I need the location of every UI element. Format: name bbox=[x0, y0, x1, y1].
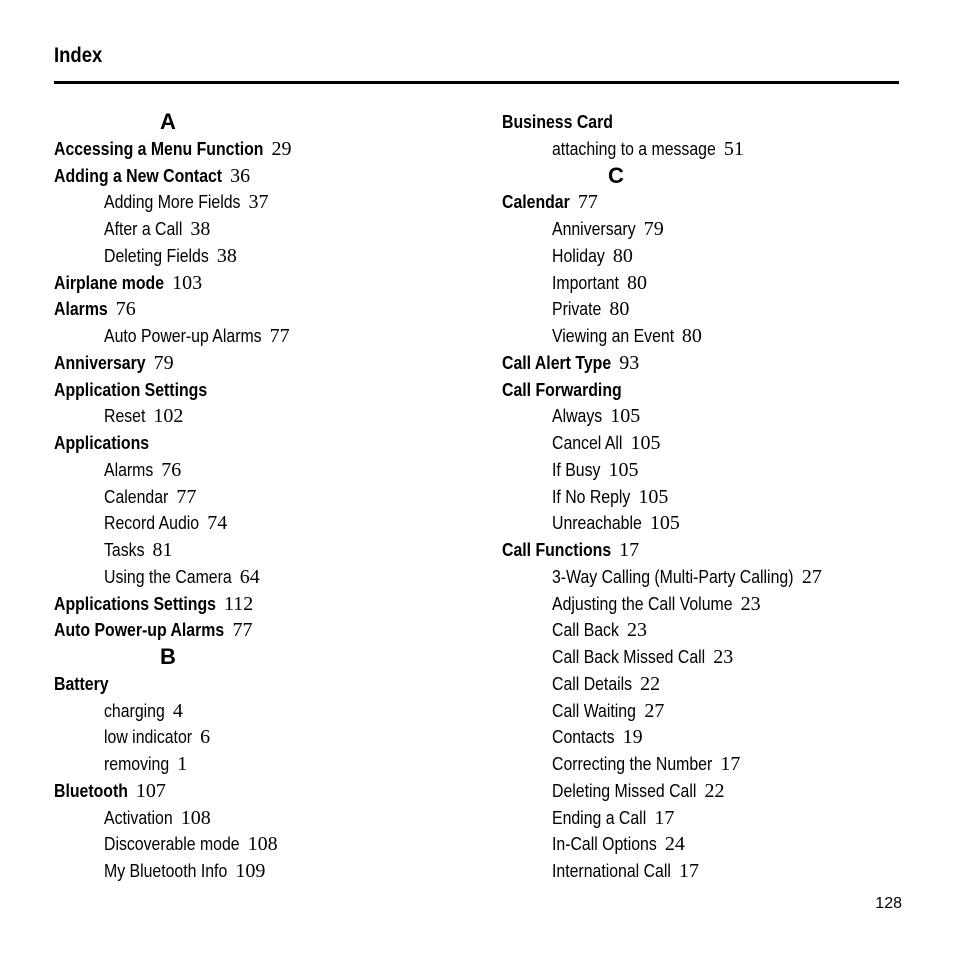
entry-page-number: 80 bbox=[612, 244, 633, 267]
entry-page-number: 105 bbox=[610, 405, 641, 428]
entry-term: Airplane mode bbox=[54, 272, 165, 293]
index-subentry bbox=[502, 296, 922, 323]
entry-term: After a Call bbox=[104, 219, 183, 239]
entry-page-number: 109 bbox=[235, 860, 266, 882]
entry-term: Contacts bbox=[552, 727, 615, 748]
entry-page-number: 105 bbox=[638, 485, 669, 508]
index-subentry bbox=[502, 510, 922, 537]
index-entry bbox=[502, 350, 922, 377]
entry-term: Private bbox=[552, 299, 602, 320]
entry-term: Auto Power-up Alarms bbox=[104, 326, 262, 346]
index-subentry bbox=[502, 136, 922, 163]
index-subentry bbox=[502, 644, 922, 671]
entry-term: Correcting the Number bbox=[552, 754, 713, 774]
entry-page-number: 23 bbox=[626, 619, 647, 642]
entry-page-number: 37 bbox=[248, 191, 269, 214]
entry-page-number: 108 bbox=[247, 833, 278, 856]
entry-term: 3-Way Calling (Multi-Party Calling) bbox=[552, 566, 794, 587]
entry-term: Call Forwarding bbox=[502, 379, 622, 400]
entry-term: Call Functions bbox=[502, 540, 612, 560]
index-entry bbox=[54, 270, 474, 297]
entry-term: Deleting Missed Call bbox=[552, 780, 697, 801]
index-subentry bbox=[54, 564, 474, 591]
index-subentry bbox=[502, 831, 922, 858]
index-subentry bbox=[54, 698, 474, 725]
entry-term: Anniversary bbox=[54, 352, 146, 373]
page-number: 128 bbox=[875, 895, 902, 912]
index-subentry bbox=[54, 510, 474, 537]
index-subentry bbox=[54, 216, 474, 243]
entry-page-number: 19 bbox=[622, 726, 643, 749]
entry-term: Calendar bbox=[104, 486, 169, 507]
entry-term: Activation bbox=[104, 807, 173, 828]
entry-term: Bluetooth bbox=[54, 780, 128, 801]
index-subentry bbox=[502, 671, 922, 698]
entry-term: If No Reply bbox=[552, 486, 631, 507]
index-entry bbox=[54, 136, 474, 163]
index-subentry bbox=[502, 270, 922, 297]
index-entry bbox=[54, 296, 474, 323]
entry-page-number: 17 bbox=[720, 753, 741, 775]
index-section-letter: C bbox=[608, 162, 624, 188]
entry-term: Important bbox=[552, 272, 619, 293]
index-subentry bbox=[502, 751, 922, 778]
entry-page-number: 38 bbox=[216, 244, 237, 267]
entry-term: Call Back bbox=[552, 620, 619, 641]
entry-term: Alarms bbox=[104, 459, 154, 480]
index-section-letter: B bbox=[160, 644, 176, 669]
entry-term: Adjusting the Call Volume bbox=[552, 593, 733, 614]
entry-term: If Busy bbox=[552, 459, 601, 480]
entry-page-number: 105 bbox=[630, 432, 661, 454]
index-subentry bbox=[54, 189, 474, 216]
entry-term: Tasks bbox=[104, 540, 145, 560]
index-subentry bbox=[502, 564, 922, 591]
entry-term: Unreachable bbox=[552, 513, 642, 534]
index-entry bbox=[502, 109, 922, 136]
entry-page-number: 29 bbox=[271, 137, 292, 160]
index-entry bbox=[54, 350, 474, 377]
index-entry bbox=[54, 671, 474, 698]
entry-page-number: 6 bbox=[200, 726, 211, 749]
index-subentry bbox=[54, 403, 474, 430]
entry-term: Ending a Call bbox=[552, 807, 647, 828]
entry-page-number: 112 bbox=[223, 592, 254, 615]
index-entry bbox=[54, 778, 474, 805]
entry-page-number: 81 bbox=[152, 539, 173, 561]
entry-term: Reset bbox=[104, 406, 146, 427]
index-subentry bbox=[502, 805, 922, 832]
index-subentry bbox=[502, 591, 922, 618]
entry-term: In-Call Options bbox=[552, 834, 657, 855]
index-subentry bbox=[502, 698, 922, 725]
index-section-letter: A bbox=[160, 109, 176, 134]
entry-term: Calendar bbox=[502, 192, 570, 213]
entry-term: Call Waiting bbox=[552, 700, 636, 721]
index-subentry bbox=[54, 831, 474, 858]
entry-term: Auto Power-up Alarms bbox=[54, 620, 225, 641]
index-entry bbox=[502, 377, 922, 404]
entry-term: Always bbox=[552, 406, 603, 427]
entry-term: My Bluetooth Info bbox=[104, 861, 228, 881]
entry-page-number: 27 bbox=[644, 699, 665, 722]
index-subentry bbox=[54, 457, 474, 484]
entry-page-number: 23 bbox=[713, 646, 734, 668]
entry-page-number: 23 bbox=[740, 592, 761, 615]
entry-page-number: 27 bbox=[801, 565, 822, 588]
page-title: Index bbox=[54, 44, 103, 67]
entry-term: Discoverable mode bbox=[104, 834, 240, 855]
index-entry bbox=[54, 163, 474, 190]
entry-page-number: 103 bbox=[172, 271, 203, 294]
entry-page-number: 80 bbox=[626, 271, 647, 294]
entry-term: Applications Settings bbox=[54, 593, 216, 614]
entry-term: Applications bbox=[54, 433, 150, 453]
entry-term: Holiday bbox=[552, 245, 605, 266]
entry-page-number: 108 bbox=[180, 806, 211, 829]
index-subentry bbox=[502, 617, 922, 644]
entry-term: Cancel All bbox=[552, 433, 623, 453]
entry-page-number: 79 bbox=[643, 218, 664, 240]
title-rule bbox=[54, 81, 899, 84]
index-subentry bbox=[502, 243, 922, 270]
entry-page-number: 80 bbox=[681, 325, 702, 347]
index-entry bbox=[54, 430, 474, 457]
index-entry bbox=[502, 537, 922, 564]
index-subentry bbox=[54, 724, 474, 751]
entry-page-number: 107 bbox=[135, 779, 166, 802]
entry-page-number: 22 bbox=[640, 672, 661, 695]
entry-page-number: 38 bbox=[190, 218, 211, 240]
entry-term: Using the Camera bbox=[104, 566, 232, 587]
index-column-right bbox=[502, 109, 922, 885]
entry-term: Deleting Fields bbox=[104, 245, 209, 266]
index-subentry bbox=[502, 858, 922, 885]
entry-term: Alarms bbox=[54, 299, 108, 320]
entry-page-number: 105 bbox=[608, 458, 639, 481]
index-entry bbox=[502, 189, 922, 216]
entry-page-number: 17 bbox=[654, 806, 675, 829]
entry-term: Record Audio bbox=[104, 513, 200, 534]
index-subentry bbox=[54, 323, 474, 350]
entry-page-number: 105 bbox=[649, 512, 680, 535]
entry-term: Call Back Missed Call bbox=[552, 647, 706, 667]
entry-page-number: 77 bbox=[577, 191, 598, 214]
entry-page-number: 74 bbox=[207, 512, 228, 535]
entry-term: Application Settings bbox=[54, 379, 208, 400]
index-subentry bbox=[54, 858, 474, 885]
index-subentry bbox=[502, 484, 922, 511]
index-subentry bbox=[54, 805, 474, 832]
entry-term: Battery bbox=[54, 673, 109, 694]
entry-term: Accessing a Menu Function bbox=[54, 138, 264, 159]
entry-term: Business Card bbox=[502, 112, 613, 132]
index-entry bbox=[54, 617, 474, 644]
entry-term: International Call bbox=[552, 861, 671, 881]
entry-page-number: 24 bbox=[664, 833, 685, 856]
entry-page-number: 102 bbox=[153, 405, 184, 428]
entry-page-number: 64 bbox=[239, 565, 260, 588]
entry-page-number: 22 bbox=[704, 779, 725, 802]
index-subentry bbox=[502, 430, 922, 457]
index-column-left bbox=[54, 109, 474, 885]
index-subentry bbox=[54, 751, 474, 778]
entry-page-number: 93 bbox=[619, 351, 640, 374]
entry-page-number: 76 bbox=[115, 298, 136, 321]
index-entry bbox=[54, 591, 474, 618]
entry-term: low indicator bbox=[104, 727, 193, 748]
index-subentry bbox=[502, 403, 922, 430]
entry-term: attaching to a message bbox=[552, 138, 716, 159]
index-subentry bbox=[502, 216, 922, 243]
entry-page-number: 80 bbox=[609, 298, 630, 321]
entry-page-number: 77 bbox=[232, 619, 253, 642]
entry-term: Adding a New Contact bbox=[54, 165, 223, 186]
entry-term: Adding More Fields bbox=[104, 192, 241, 213]
entry-page-number: 51 bbox=[723, 137, 744, 160]
index-subentry bbox=[502, 778, 922, 805]
entry-page-number: 4 bbox=[172, 699, 183, 722]
index-subentry bbox=[54, 537, 474, 564]
index-subentry bbox=[502, 724, 922, 751]
entry-term: Call Details bbox=[552, 673, 633, 694]
index-subentry bbox=[502, 323, 922, 350]
entry-term: Viewing an Event bbox=[552, 326, 675, 346]
index-subentry bbox=[54, 484, 474, 511]
entry-page-number: 36 bbox=[230, 164, 251, 187]
entry-page-number: 17 bbox=[619, 539, 640, 561]
entry-page-number: 79 bbox=[153, 351, 174, 374]
entry-page-number: 77 bbox=[269, 325, 290, 347]
index-subentry bbox=[502, 457, 922, 484]
index-entry bbox=[54, 377, 474, 404]
entry-term: Anniversary bbox=[552, 219, 636, 239]
index-subentry bbox=[54, 243, 474, 270]
entry-page-number: 1 bbox=[177, 753, 188, 775]
entry-page-number: 76 bbox=[161, 458, 182, 481]
entry-page-number: 77 bbox=[176, 485, 197, 508]
entry-term: removing bbox=[104, 754, 170, 774]
entry-page-number: 17 bbox=[678, 860, 699, 882]
entry-term: Call Alert Type bbox=[502, 352, 612, 373]
entry-term: charging bbox=[104, 700, 165, 721]
